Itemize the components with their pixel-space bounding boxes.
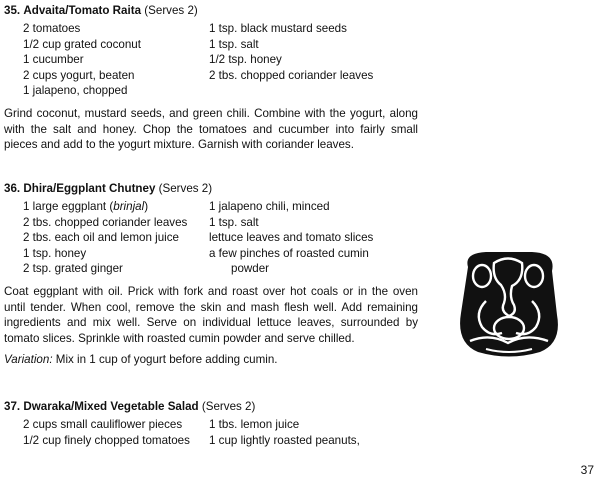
recipe-serves: (Serves 2)	[158, 182, 213, 195]
ingredient: 1 jalapeno chili, minced	[209, 200, 330, 214]
variation-label: Variation:	[4, 352, 53, 366]
recipe-name: Advaita/Tomato Raita	[23, 4, 142, 17]
recipe-number: 35.	[4, 4, 21, 17]
recipe-title	[4, 399, 424, 414]
ingredient: 1 tsp. salt	[209, 37, 259, 51]
ingredient: lettuce leaves and tomato slices	[209, 231, 374, 245]
ingredients-right	[209, 199, 419, 276]
recipe-number: 37.	[4, 400, 21, 413]
recipe-35	[4, 3, 424, 159]
recipe-title	[4, 181, 424, 196]
ganesha-icon	[456, 249, 562, 359]
ingredient: 2 tomatoes	[23, 22, 81, 36]
recipe-name: Dwaraka/Mixed Vegetable Salad	[23, 400, 199, 413]
recipe-title	[4, 3, 424, 18]
recipe-directions: Grind coconut, mustard seeds, and green chili. Combine with the yogurt, along with the salt and honey. Chop the tomatoes and cucumber into fairly small pieces and add to the yogurt mixture. Garnish with coriander leaves.	[4, 107, 418, 152]
ingredient	[23, 199, 209, 214]
ingredient: a few pinches of roasted cumin	[209, 246, 369, 260]
recipe-name: Dhira/Eggplant Chutney	[23, 182, 156, 195]
ingredient: 1 tsp. black mustard seeds	[209, 22, 347, 36]
recipe-36	[4, 181, 424, 367]
recipe-serves: (Serves 2)	[144, 4, 198, 17]
ingredient: 1/2 cup finely chopped tomatoes	[23, 433, 190, 447]
recipe-variation	[4, 352, 424, 367]
recipe-serves: (Serves 2)	[201, 400, 256, 413]
ingredients-right	[209, 417, 419, 448]
ingredients	[4, 21, 424, 98]
ingredient: 1 tsp. honey	[23, 246, 87, 260]
page-number: 37	[580, 462, 594, 477]
recipe-directions: Coat eggplant with oil. Prick with fork and roast over hot coals or in the oven until tender. When cool, remove the skin and mash flesh well. Add remaining ingredients and mix well. Serve on individual lettuce leaves, surrounded by tomato slices. Sprinkle with roasted cumin powder and serve chilled.	[4, 285, 418, 345]
ingredient: 1/2 cup grated coconut	[23, 37, 141, 51]
ingredient: 1 tbs. lemon juice	[209, 418, 300, 432]
ingredients-left	[4, 21, 209, 98]
ingredient: 2 cups small cauliflower pieces	[23, 418, 183, 432]
recipe-37	[4, 399, 424, 456]
ingredients-left	[4, 417, 209, 448]
ingredients	[4, 417, 424, 448]
ingredient: 1 jalapeno, chopped	[23, 83, 128, 97]
ingredient-text: 1 large eggplant (	[23, 200, 114, 214]
ingredient-italic: brinjal	[113, 200, 145, 214]
ingredient: 2 cups yogurt, beaten	[23, 68, 135, 82]
variation-text: Mix in 1 cup of yogurt before adding cumin.	[55, 352, 278, 366]
ingredients-left	[4, 199, 209, 276]
ingredient: 1 cup lightly roasted peanuts,	[209, 433, 360, 447]
ingredient: powder	[231, 261, 270, 275]
recipe-number: 36.	[4, 182, 21, 195]
ingredients	[4, 199, 424, 276]
ingredient: 1 tsp. salt	[209, 215, 259, 229]
ingredient: 2 tbs. chopped coriander leaves	[23, 215, 188, 229]
ingredient: 2 tbs. each oil and lemon juice	[23, 231, 179, 245]
ingredients-right	[209, 21, 419, 98]
ingredient: 1/2 tsp. honey	[209, 53, 282, 67]
ingredient: 1 cucumber	[23, 53, 84, 67]
ingredient: 2 tsp. grated ginger	[23, 261, 123, 275]
ingredient-text: )	[144, 200, 149, 214]
ingredient: 2 tbs. chopped coriander leaves	[209, 68, 374, 82]
